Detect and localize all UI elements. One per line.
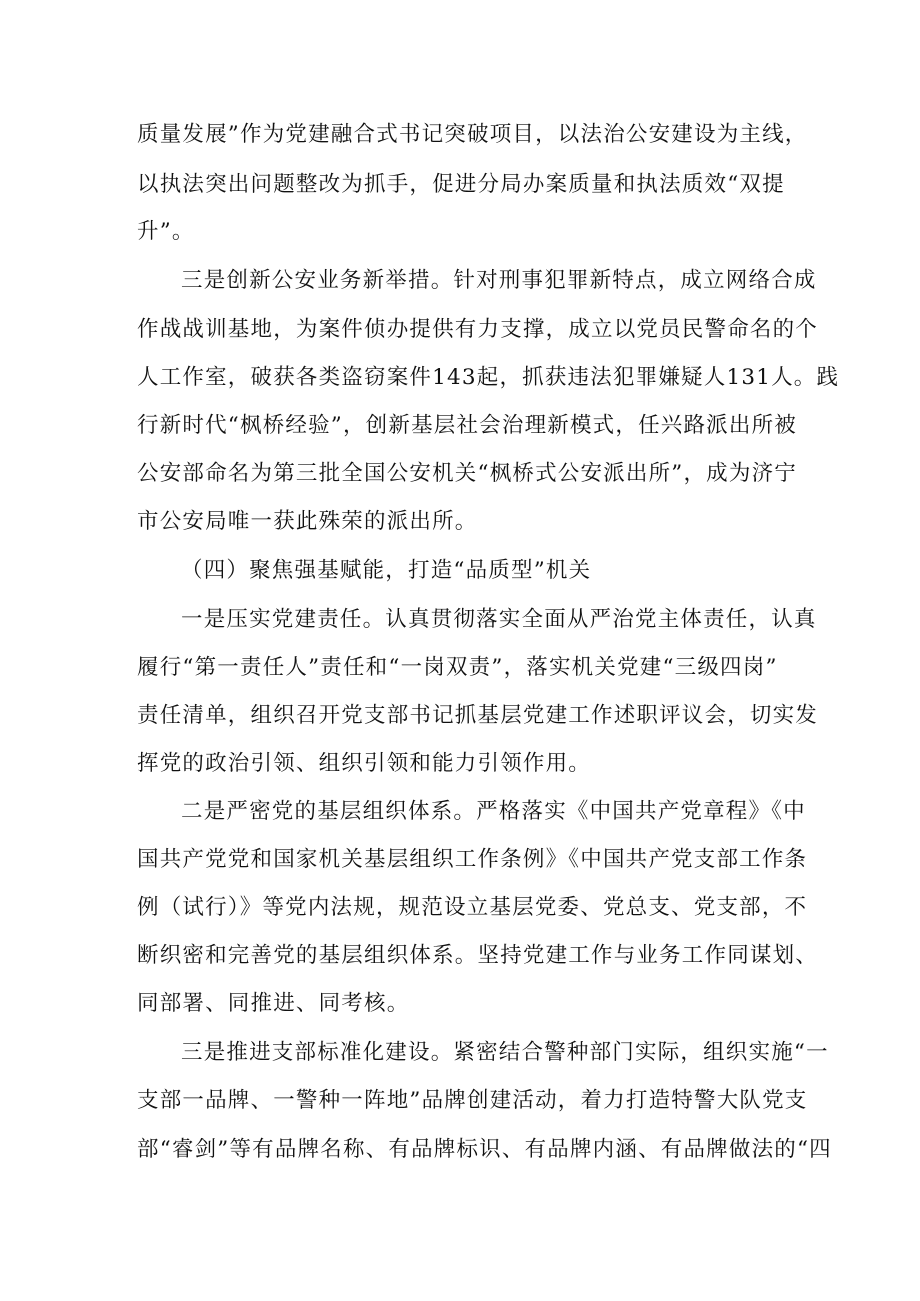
paragraph-first-line: 二是严密党的基层组织体系。严格落实《中国共产党章程》《中 (181, 799, 806, 824)
paragraph-first-line: 三是创新公安业务新举措。针对刑事犯罪新特点，成立网络合成 (181, 268, 817, 293)
text-line: 支部一品牌、一警种一阵地”品牌创建活动，着力打造特警大队党支 (137, 1088, 808, 1113)
text-line: 质量发展”作为党建融合式书记突破项目，以法治公安建设为主线， (137, 122, 808, 147)
text-line: 责任清单，组织召开党支部书记抓基层党建工作述职评议会，切实发 (137, 703, 819, 728)
text-line: 人工作室，破获各类盗窃案件143起，抓获违法犯罪嫌疑人131人。践 (137, 365, 840, 390)
text-line: 行新时代“枫桥经验”，创新基层社会治理新模式，任兴路派出所被 (137, 413, 797, 438)
text-line: 作战战训基地，为案件侦办提供有力支撑，成立以党员民警命名的个 (137, 317, 819, 342)
text-line: 断织密和完善党的基层组织体系。坚持党建工作与业务工作同谋划、 (137, 943, 819, 968)
paragraph-first-line: 三是推进支部标准化建设。紧密结合警种部门实际，组织实施“一 (181, 1040, 829, 1065)
text-line: 升”。 (137, 219, 195, 244)
text-line: 履行“第一责任人”责任和“一岗双责”，落实机关党建“三级四岗” (137, 655, 778, 680)
text-line: 部“睿剑”等有品牌名称、有品牌标识、有品牌内涵、有品牌做法的“四 (137, 1137, 832, 1162)
section-heading: （四）聚焦强基赋能，打造“品质型”机关 (181, 558, 592, 583)
paragraph-first-line: 一是压实党建责任。认真贯彻落实全面从严治党主体责任，认真 (181, 607, 817, 632)
text-line: 公安部命名为第三批全国公安机关“枫桥式公安派出所”，成为济宁 (137, 461, 797, 486)
text-line: 市公安局唯一获此殊荣的派出所。 (137, 509, 478, 534)
text-line: 挥党的政治引领、组织引领和能力引领作用。 (137, 751, 592, 776)
text-line: 例（试行）》等党内法规，规范设立基层党委、党总支、党支部，不 (137, 895, 808, 920)
text-line: 同部署、同推进、同考核。 (137, 991, 410, 1016)
text-line: 以执法突出问题整改为抓手，促进分局办案质量和执法质效“双提 (137, 172, 785, 197)
text-line: 国共产党党和国家机关基层组织工作条例》《中国共产党支部工作条 (137, 847, 808, 872)
